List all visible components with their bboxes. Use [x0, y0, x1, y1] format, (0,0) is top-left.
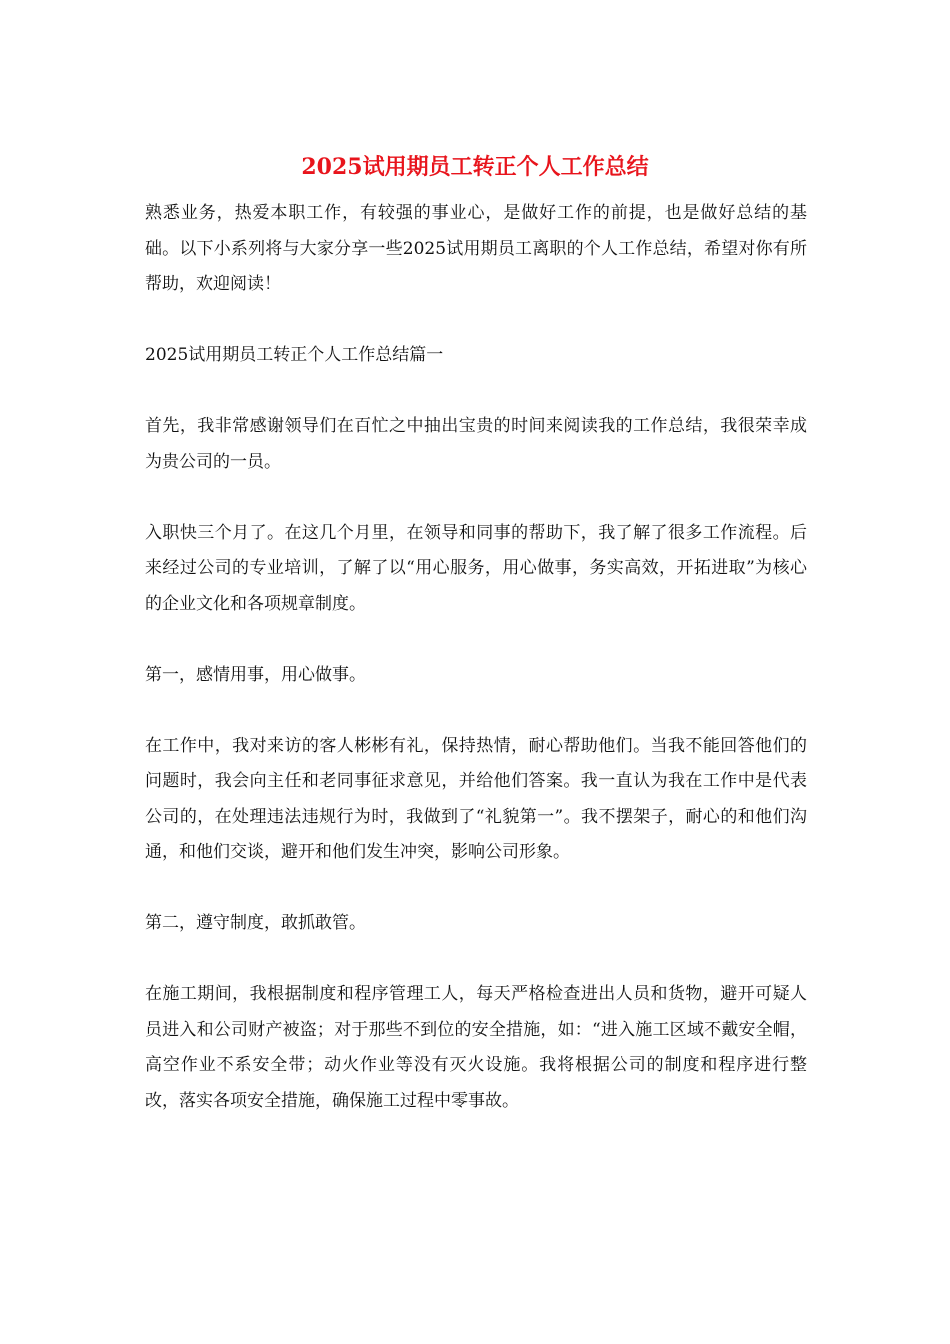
- document-body: [145, 196, 807, 1119]
- section-heading: 2025试用期员工转正个人工作总结篇一: [145, 345, 444, 365]
- paragraph: 在工作中，我对来访的客人彬彬有礼，保持热情，耐心帮助他们。当我不能回答他们的问题时，我会向主任和老同事征求意见，并给他们答案。我一直认为我在工作中是代表公司的，在处理违法违规行为时，我做到了“礼貌第一”。我不摆架子，耐心的和他们沟通，和他们交谈，避开和他们发生冲突，影响公司形象。: [145, 735, 807, 862]
- subheading-second: 第二，遵守制度，敢抓敢管。: [145, 913, 366, 933]
- subheading-first: 第一，感情用事，用心做事。: [145, 664, 366, 685]
- intro-paragraph: 熟悉业务，热爱本职工作，有较强的事业心，是做好工作的前提，也是做好总结的基础。以下小系列将与大家分享一些2025试用期员工离职的个人工作总结，希望对你有所帮助，欢迎阅读！: [145, 203, 807, 294]
- document-title: 2025试用期员工转正个人工作总结: [301, 154, 649, 180]
- paragraph: 入职快三个月了。在这几个月里，在领导和同事的帮助下，我了解了很多工作流程。后来经过公司的专业培训，了解了以“用心服务，用心做事，务实高效，开拓进取”为核心的企业文化和各项规章制度。: [145, 522, 807, 614]
- paragraph: 首先，我非常感谢领导们在百忙之中抽出宝贵的时间来阅读我的工作总结，我很荣幸成为贵公司的一员。: [145, 416, 807, 472]
- paragraph: 在施工期间，我根据制度和程序管理工人，每天严格检查进出人员和货物，避开可疑人员进入和公司财产被盗；对于那些不到位的安全措施，如：“进入施工区域不戴安全帽，高空作业不系安全带；动火作业等没有灭火设施。我将根据公司的制度和程序进行整改，落实各项安全措施，确保施工过程中零事故。: [145, 984, 807, 1111]
